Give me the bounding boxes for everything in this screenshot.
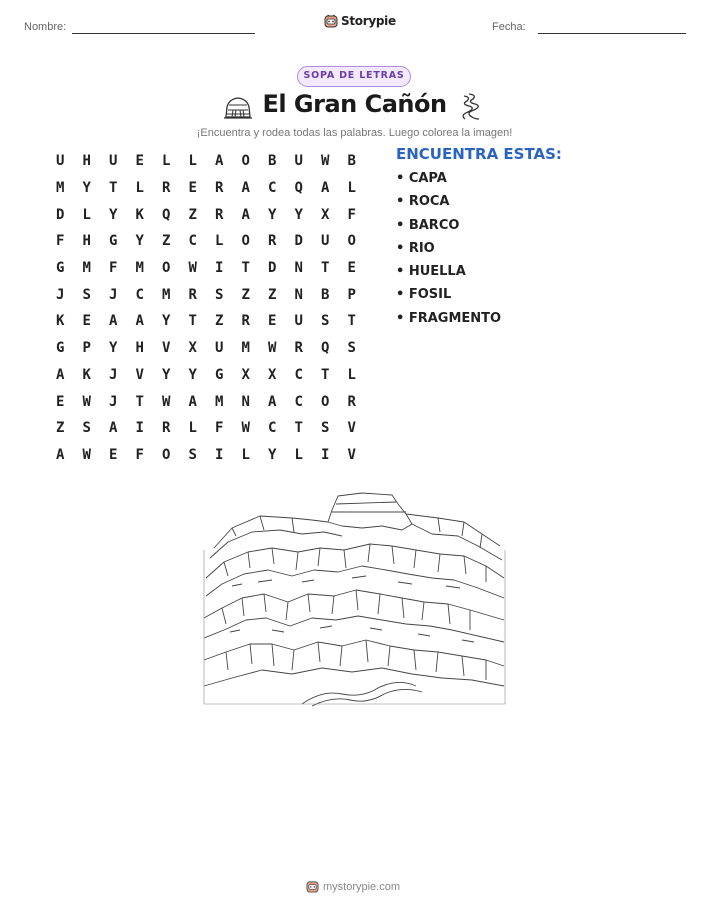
grid-letter[interactable]: O [241,233,250,250]
grid-letter[interactable]: C [268,180,277,197]
grid-letter[interactable]: Q [294,180,303,197]
grid-letter[interactable]: V [347,420,356,437]
grid-letter[interactable]: T [321,366,330,383]
grid-letter[interactable]: W [268,340,277,357]
grid-letter[interactable]: C [135,286,144,303]
grid-letter[interactable]: W [321,153,330,170]
grid-letter[interactable]: E [188,180,197,197]
grid-letter[interactable]: S [188,446,197,463]
grid-letter[interactable]: M [241,340,250,357]
grid-letter[interactable]: A [241,180,250,197]
word-search-grid[interactable] [47,148,367,468]
grid-letter[interactable]: X [321,206,330,223]
grid-letter[interactable]: O [241,153,250,170]
grid-letter[interactable]: V [162,340,171,357]
date-field-line [538,33,686,34]
grid-letter[interactable]: A [109,313,118,330]
grid-row [47,308,367,335]
grid-letter[interactable]: V [347,446,356,463]
grid-letter[interactable]: L [162,153,171,170]
word-list-title: ENCUENTRA ESTAS: [396,145,562,163]
grid-letter[interactable]: Y [135,233,144,250]
grid-letter[interactable]: Y [268,206,277,223]
river-swirl-icon [455,91,485,121]
word-item: • FRAGMENTO [396,310,502,326]
grid-letter[interactable]: S [321,313,330,330]
grid-letter[interactable]: K [82,366,91,383]
grid-letter[interactable]: Z [241,286,250,303]
grid-letter[interactable]: S [215,286,224,303]
grid-letter[interactable]: S [321,420,330,437]
grid-letter[interactable]: N [294,260,303,277]
grid-letter[interactable]: M [162,286,171,303]
grid-row [47,388,367,415]
grid-letter[interactable]: U [109,153,118,170]
grid-letter[interactable]: H [82,153,91,170]
grid-letter[interactable]: T [241,260,250,277]
grid-letter[interactable]: U [215,340,224,357]
grid-letter[interactable]: B [321,286,330,303]
grid-letter[interactable]: C [294,366,303,383]
grid-letter[interactable]: A [56,366,65,383]
grid-letter[interactable]: Y [109,206,118,223]
grid-letter[interactable]: L [347,366,356,383]
grid-letter[interactable]: A [321,180,330,197]
grid-letter[interactable]: L [294,446,303,463]
word-list [396,171,501,334]
grid-letter[interactable]: C [294,393,303,410]
grid-letter[interactable]: E [82,313,91,330]
instructions: ¡Encuentra y rodea todas las palabras. Luego colorea la imagen! [196,127,513,139]
footer [306,880,400,893]
grid-letter[interactable]: X [268,366,277,383]
grid-row [47,335,367,362]
word-item: • CAPA [396,171,447,186]
grid-letter[interactable]: C [188,233,197,250]
grid-letter[interactable]: J [56,286,65,303]
grid-letter[interactable]: T [109,180,118,197]
grid-letter[interactable]: I [215,260,224,277]
grid-letter[interactable]: M [215,393,224,410]
grid-letter[interactable]: A [135,313,144,330]
grid-letter[interactable]: L [135,180,144,197]
grid-letter[interactable]: Z [215,313,224,330]
grid-letter[interactable]: Y [162,313,171,330]
grid-letter[interactable]: D [268,260,277,277]
grid-letter[interactable]: F [56,233,65,250]
grid-letter[interactable]: X [188,340,197,357]
grid-letter[interactable]: Z [162,233,171,250]
grid-letter[interactable]: R [294,340,303,357]
grid-letter[interactable]: L [241,446,250,463]
storypie-mascot-icon [306,880,319,893]
grid-letter[interactable]: T [294,420,303,437]
grid-letter[interactable]: Y [109,340,118,357]
grid-letter[interactable]: E [56,393,65,410]
grid-row [47,175,367,202]
grid-letter[interactable]: A [188,393,197,410]
word-item: • ROCA [396,194,450,210]
name-field-line [72,33,255,34]
grid-letter[interactable]: Y [268,446,277,463]
grid-letter[interactable]: L [347,180,356,197]
grid-letter[interactable]: I [321,446,330,463]
grid-letter[interactable]: O [347,233,356,250]
grid-letter[interactable]: D [56,206,65,223]
grid-letter[interactable]: X [241,366,250,383]
grid-letter[interactable]: W [82,393,91,410]
grid-letter[interactable]: Y [294,206,303,223]
grid-letter[interactable]: Y [82,180,91,197]
grid-letter[interactable]: U [294,313,303,330]
grid-letter[interactable]: W [188,260,197,277]
grid-letter[interactable]: U [321,233,330,250]
grid-letter[interactable]: Q [321,340,330,357]
grid-letter[interactable]: C [268,420,277,437]
grid-letter[interactable]: E [135,153,144,170]
word-item: • BARCO [396,217,460,233]
grid-letter[interactable]: M [56,180,65,197]
grid-letter[interactable]: Z [188,206,197,223]
grid-letter[interactable]: R [347,393,356,410]
grid-letter[interactable]: D [294,233,303,250]
grid-letter[interactable]: O [162,260,171,277]
grid-letter[interactable]: F [215,420,224,437]
grid-letter[interactable]: G [56,260,65,277]
grid-row [47,362,367,389]
grid-letter[interactable]: Y [162,366,171,383]
grid-row [47,442,367,469]
grid-row [47,201,367,228]
grid-letter[interactable]: W [241,420,250,437]
grid-letter[interactable]: F [109,260,118,277]
grid-letter[interactable]: R [188,286,197,303]
word-item: • HUELLA [396,264,466,280]
grid-letter[interactable]: E [268,313,277,330]
grid-letter[interactable]: B [347,153,356,170]
grid-letter[interactable]: L [82,206,91,223]
grid-letter[interactable]: R [162,180,171,197]
brand-logo [324,14,396,28]
grid-letter[interactable]: W [162,393,171,410]
footer-url[interactable]: mystorypie.com [323,880,401,893]
grid-letter[interactable]: W [82,446,91,463]
word-item: • RIO [396,240,435,256]
grid-letter[interactable]: A [56,446,65,463]
grid-letter[interactable]: N [294,286,303,303]
grid-letter[interactable]: U [56,153,65,170]
grid-letter[interactable]: M [135,260,144,277]
grid-row [47,415,367,442]
grid-letter[interactable]: G [56,340,65,357]
grid-letter[interactable]: S [347,340,356,357]
category-badge: SOPA DE LETRAS [297,66,411,87]
grid-letter[interactable]: I [135,420,144,437]
grid-letter[interactable]: Z [56,420,65,437]
date-label: Fecha: [492,21,526,33]
grid-letter[interactable]: R [215,206,224,223]
grid-letter[interactable]: I [215,446,224,463]
grid-letter[interactable]: A [241,206,250,223]
grid-letter[interactable]: R [215,180,224,197]
grid-letter[interactable]: T [321,260,330,277]
grid-letter[interactable]: V [135,366,144,383]
grid-letter[interactable]: O [321,393,330,410]
grid-letter[interactable]: G [109,233,118,250]
grid-letter[interactable]: S [82,420,91,437]
grid-letter[interactable]: A [215,153,224,170]
grid-letter[interactable]: J [109,366,118,383]
grid-letter[interactable]: Y [188,366,197,383]
storypie-mascot-icon [324,14,338,28]
grid-letter[interactable]: Z [268,286,277,303]
grid-letter[interactable]: L [188,420,197,437]
grid-letter[interactable]: H [82,233,91,250]
grid-letter[interactable]: M [82,260,91,277]
grid-row [47,281,367,308]
grid-letter[interactable]: T [347,313,356,330]
grid-letter[interactable]: F [347,206,356,223]
grid-letter[interactable]: L [215,233,224,250]
grid-letter[interactable]: K [56,313,65,330]
grid-row [47,148,367,175]
grid-letter[interactable]: T [135,393,144,410]
word-item: • FOSIL [396,287,452,303]
grid-letter[interactable]: P [347,286,356,303]
grid-row [47,228,367,255]
grid-letter[interactable]: A [268,393,277,410]
grid-letter[interactable]: R [162,420,171,437]
grid-letter[interactable]: S [82,286,91,303]
grid-row [47,255,367,282]
grid-letter[interactable]: J [109,286,118,303]
grid-letter[interactable]: R [268,233,277,250]
grand-canyon-illustration [202,490,507,710]
grid-letter[interactable]: G [215,366,224,383]
grid-letter[interactable]: E [109,446,118,463]
name-label: Nombre: [24,21,67,33]
grid-letter[interactable]: N [241,393,250,410]
grid-letter[interactable]: E [347,260,356,277]
grid-letter[interactable]: T [188,313,197,330]
grid-letter[interactable]: A [109,420,118,437]
grid-letter[interactable]: J [109,393,118,410]
grid-letter[interactable]: U [294,153,303,170]
grid-letter[interactable]: Q [162,206,171,223]
grid-letter[interactable]: B [268,153,277,170]
grid-letter[interactable]: O [162,446,171,463]
grid-letter[interactable]: H [135,340,144,357]
grid-letter[interactable]: K [135,206,144,223]
grid-letter[interactable]: L [188,153,197,170]
grid-letter[interactable]: P [82,340,91,357]
grid-letter[interactable]: R [241,313,250,330]
page-title: El Gran Cañón [262,90,447,118]
grid-letter[interactable]: F [135,446,144,463]
brand-name: Storypie [341,14,396,28]
